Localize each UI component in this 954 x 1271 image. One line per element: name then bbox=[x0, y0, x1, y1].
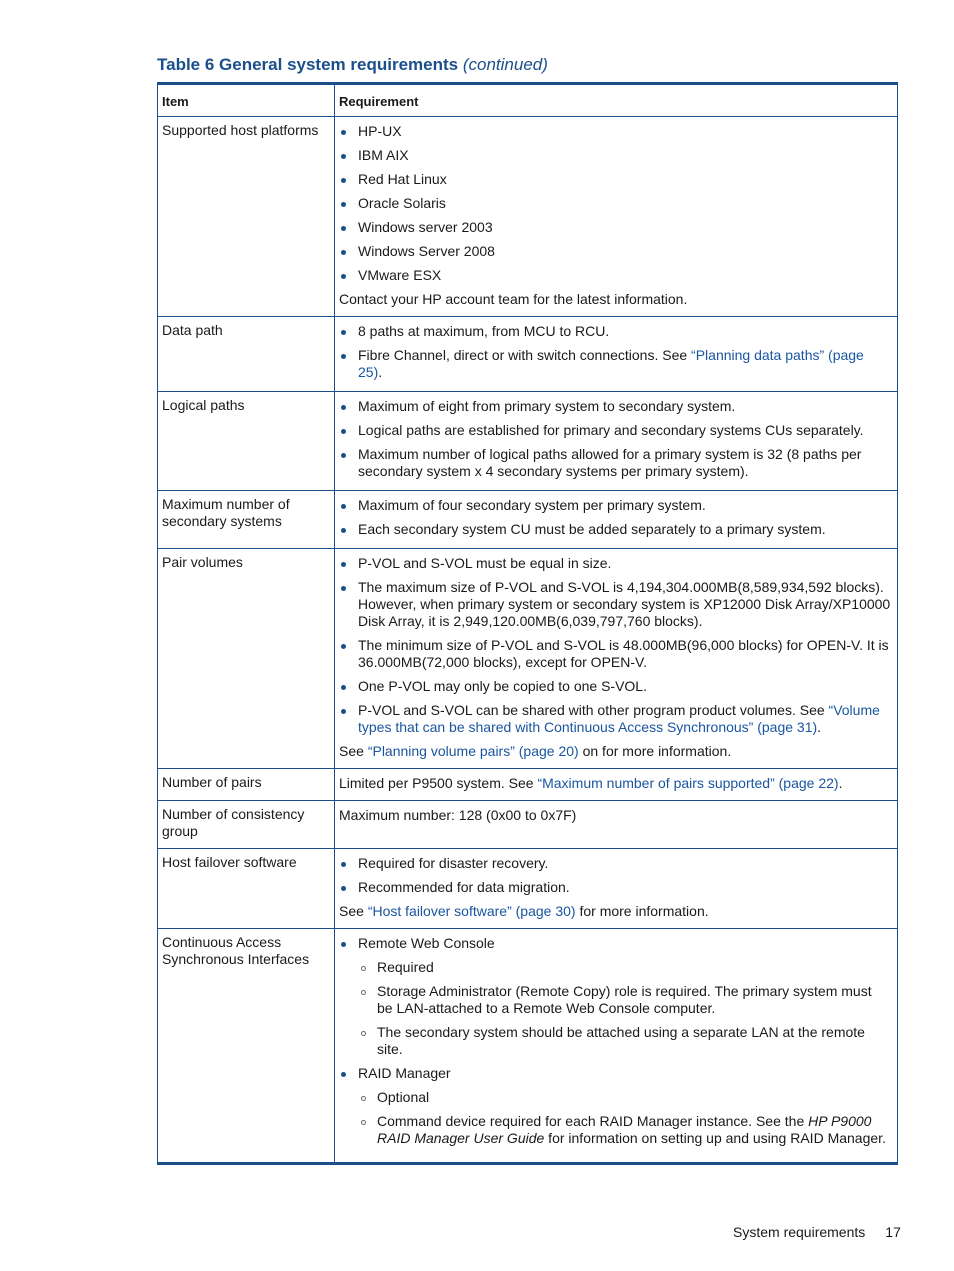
row-requirement bbox=[335, 549, 898, 769]
note-suffix: on for more information. bbox=[578, 743, 732, 759]
sub-list-item: Required bbox=[358, 959, 891, 976]
list-item-text: Fibre Channel, direct or with switch connections. See bbox=[358, 347, 692, 363]
table-row bbox=[158, 801, 898, 849]
requirements-table bbox=[157, 82, 898, 1165]
row-requirement bbox=[335, 392, 898, 491]
table-caption bbox=[157, 55, 548, 75]
table-row bbox=[158, 849, 898, 929]
list-item: HP-UX bbox=[339, 123, 891, 140]
note-text bbox=[339, 903, 891, 920]
bullet-list bbox=[339, 555, 891, 736]
list-item: Maximum of eight from primary system to secondary system. bbox=[339, 398, 891, 415]
list-item: The minimum size of P-VOL and S-VOL is 48.000MB(96,000 blocks) for OPEN-V. It is 36.000MB(72,000 blocks), except for OPEN-V. bbox=[339, 637, 891, 671]
table-row bbox=[158, 117, 898, 317]
list-item-end: . bbox=[378, 364, 383, 380]
list-item: Recommended for data migration. bbox=[339, 879, 891, 896]
list-item: 8 paths at maximum, from MCU to RCU. bbox=[339, 323, 891, 340]
header-item: Item bbox=[158, 84, 335, 117]
list-item: VMware ESX bbox=[339, 267, 891, 284]
volume-types-link[interactable]: “Volume types that can be shared with Continuous Access Synchronous” (page 31) bbox=[358, 702, 880, 735]
bullet-list bbox=[339, 398, 891, 480]
list-item bbox=[339, 1065, 891, 1147]
row-requirement bbox=[335, 491, 898, 549]
sub-list-item: Storage Administrator (Remote Copy) role is required. The primary system must be LAN-attached to a Remote Web Console computer. bbox=[358, 983, 891, 1017]
sub-list-item: The secondary system should be attached using a separate LAN at the remote site. bbox=[358, 1024, 891, 1058]
table-row bbox=[158, 549, 898, 769]
list-item: Required for disaster recovery. bbox=[339, 855, 891, 872]
planning-volume-pairs-link[interactable]: “Planning volume pairs” (page 20) bbox=[367, 743, 579, 759]
bullet-list bbox=[339, 855, 891, 896]
page-footer bbox=[733, 1224, 901, 1240]
row-item: Continuous Access Synchronous Interfaces bbox=[158, 929, 335, 1164]
list-item: Each secondary system CU must be added separately to a primary system. bbox=[339, 521, 891, 538]
sub-item-text: Command device required for each RAID Manager instance. See the bbox=[377, 1113, 809, 1129]
list-item: P-VOL and S-VOL must be equal in size. bbox=[339, 555, 891, 572]
sub-list-item: Optional bbox=[358, 1089, 891, 1106]
list-item: Maximum number of logical paths allowed for a primary system is 32 (8 paths per secondary system x 4 secondary systems per primary system). bbox=[339, 446, 891, 480]
footer-section-title: System requirements bbox=[733, 1224, 866, 1240]
planning-data-paths-link[interactable]: “Planning data paths” (page 25) bbox=[358, 347, 864, 380]
sub-list bbox=[358, 959, 891, 1058]
list-item: One P-VOL may only be copied to one S-VOL. bbox=[339, 678, 891, 695]
list-item: IBM AIX bbox=[339, 147, 891, 164]
bullet-list bbox=[339, 935, 891, 1147]
row-item: Host failover software bbox=[158, 849, 335, 929]
note-text bbox=[339, 743, 891, 760]
list-item bbox=[339, 702, 891, 736]
note-text: Contact your HP account team for the latest information. bbox=[339, 291, 688, 307]
row-item: Supported host platforms bbox=[158, 117, 335, 317]
row-requirement bbox=[335, 317, 898, 392]
row-requirement bbox=[335, 849, 898, 929]
bullet-list bbox=[339, 323, 891, 381]
row-item: Pair volumes bbox=[158, 549, 335, 769]
page-number: 17 bbox=[885, 1224, 901, 1240]
row-item: Number of consistency group bbox=[158, 801, 335, 849]
table-caption-title: Table 6 General system requirements bbox=[157, 55, 459, 74]
sub-list bbox=[358, 1089, 891, 1147]
row-requirement bbox=[335, 769, 898, 801]
row-requirement: Maximum number: 128 (0x00 to 0x7F) bbox=[335, 801, 898, 849]
list-item-text: P-VOL and S-VOL can be shared with other program product volumes. See bbox=[358, 702, 829, 718]
table-row bbox=[158, 392, 898, 491]
list-item: Logical paths are established for primary and secondary systems CUs separately. bbox=[339, 422, 891, 439]
list-item: Maximum of four secondary system per primary system. bbox=[339, 497, 891, 514]
sub-list-item bbox=[358, 1113, 891, 1147]
note-prefix: See bbox=[339, 903, 368, 919]
header-requirement: Requirement bbox=[335, 84, 898, 117]
list-item: Oracle Solaris bbox=[339, 195, 891, 212]
row-text-end: . bbox=[838, 775, 843, 791]
raid-manager-label: RAID Manager bbox=[358, 1065, 451, 1081]
row-item: Number of pairs bbox=[158, 769, 335, 801]
max-pairs-supported-link[interactable]: “Maximum number of pairs supported” (page 22) bbox=[537, 775, 839, 791]
host-failover-software-link[interactable]: “Host failover software” (page 30) bbox=[367, 903, 576, 919]
list-item: Windows Server 2008 bbox=[339, 243, 891, 260]
list-item: Windows server 2003 bbox=[339, 219, 891, 236]
row-item: Maximum number of secondary systems bbox=[158, 491, 335, 549]
list-item: Red Hat Linux bbox=[339, 171, 891, 188]
table-row bbox=[158, 491, 898, 549]
row-requirement bbox=[335, 929, 898, 1164]
list-item bbox=[339, 347, 891, 381]
note-suffix: for more information. bbox=[575, 903, 709, 919]
table-caption-continued: (continued) bbox=[462, 55, 548, 74]
bullet-list bbox=[339, 123, 891, 284]
row-item: Logical paths bbox=[158, 392, 335, 491]
row-item: Data path bbox=[158, 317, 335, 392]
note-prefix: See bbox=[339, 743, 368, 759]
list-item-end: . bbox=[817, 719, 822, 735]
table-row bbox=[158, 929, 898, 1164]
row-requirement bbox=[335, 117, 898, 317]
remote-web-console-label: Remote Web Console bbox=[358, 935, 495, 951]
table-row bbox=[158, 317, 898, 392]
bullet-list bbox=[339, 497, 891, 538]
table-row bbox=[158, 769, 898, 801]
table-header-row bbox=[158, 84, 898, 117]
list-item: The maximum size of P-VOL and S-VOL is 4,194,304.000MB(8,589,934,592 blocks). However, when primary system or secondary system is XP12000 Disk Array/XP10000 Disk Array, it is 2,949,120.00MB(6,039,797,760 blocks). bbox=[339, 579, 891, 630]
list-item bbox=[339, 935, 891, 1058]
raid-manager-guide-title: HP P9000 RAID Manager User Guide bbox=[377, 1113, 872, 1146]
sub-item-text-end: for information on setting up and using RAID Manager. bbox=[544, 1130, 886, 1146]
row-text: Limited per P9500 system. See bbox=[339, 775, 538, 791]
